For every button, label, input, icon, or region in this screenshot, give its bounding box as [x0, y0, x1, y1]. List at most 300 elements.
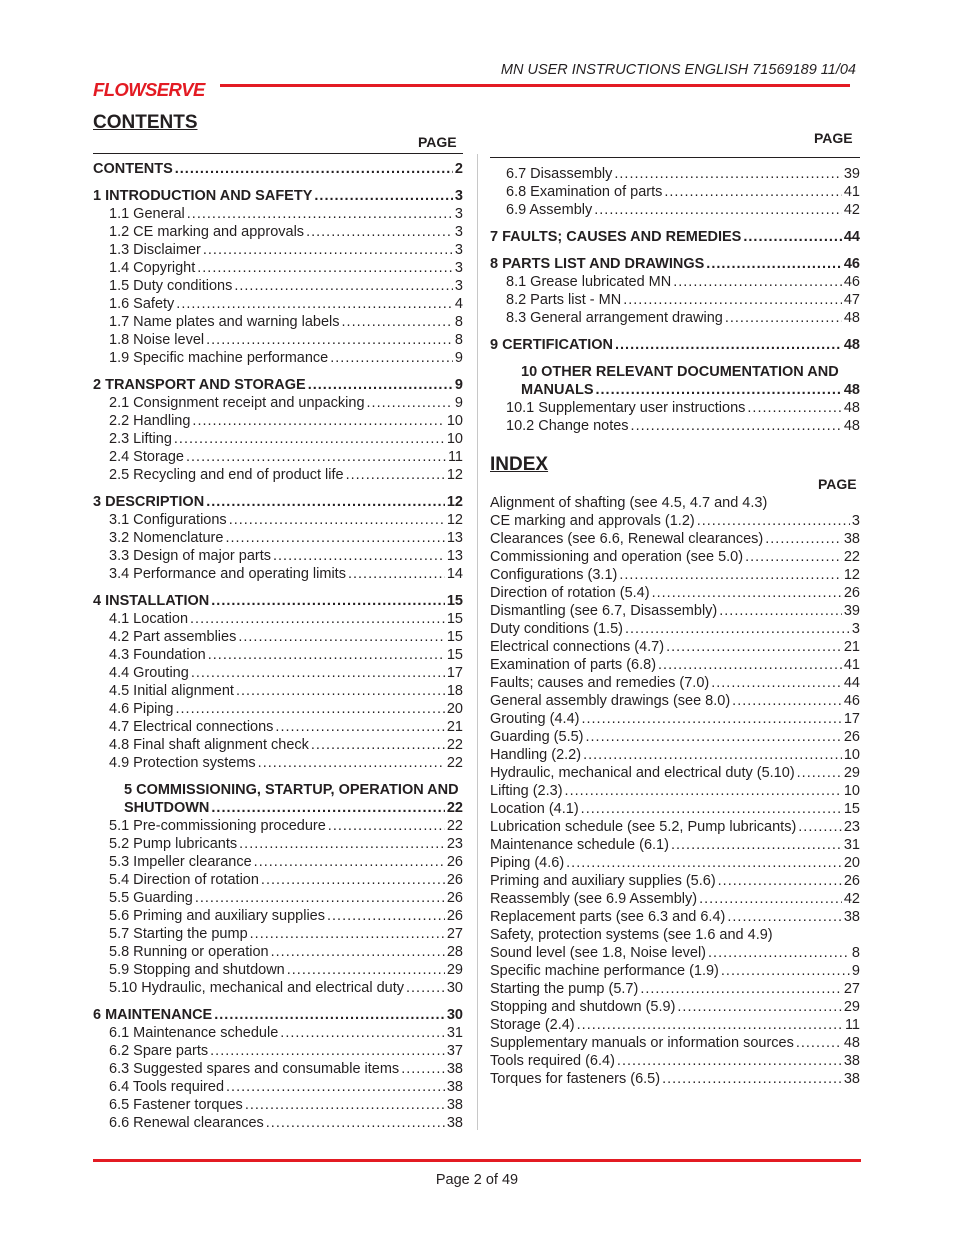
- toc-entry[interactable]: [93, 277, 463, 295]
- page-number: Page 2 of 49: [435, 1172, 519, 1188]
- toc-entry-label: 6.3 Suggested spares and consumable items: [109, 1061, 400, 1077]
- footer-rule: [93, 1159, 861, 1162]
- dot-leader: [342, 313, 453, 331]
- toc-entry-label: 2 TRANSPORT AND STORAGE: [93, 377, 306, 393]
- dot-leader: [666, 638, 842, 656]
- index-entry-label: Storage (2.4): [490, 1017, 575, 1033]
- index-entry-label: Maintenance schedule (6.1): [490, 837, 669, 853]
- toc-entry-label: 5.7 Starting the pump: [109, 926, 248, 942]
- toc-section[interactable]: [93, 187, 463, 205]
- dot-leader: [175, 160, 453, 178]
- toc-entry[interactable]: [93, 664, 463, 682]
- toc-entry[interactable]: [93, 889, 463, 907]
- toc-entry[interactable]: [93, 754, 463, 772]
- index-entry[interactable]: [490, 710, 860, 728]
- toc-entry[interactable]: [93, 1060, 463, 1078]
- toc-entry-page: 14: [446, 566, 463, 582]
- index-entry[interactable]: [490, 1016, 860, 1034]
- toc-entry-page: 8: [454, 332, 463, 348]
- index-entry-page: 20: [843, 855, 860, 871]
- toc-entry[interactable]: [93, 565, 463, 583]
- toc-section-heading: 10 OTHER RELEVANT DOCUMENTATION AND: [521, 364, 839, 380]
- dot-leader: [401, 1060, 445, 1078]
- index-entry-page: 48: [843, 1035, 860, 1051]
- toc-entry[interactable]: [93, 1042, 463, 1060]
- toc-entry-page: 21: [446, 719, 463, 735]
- index-entry-label: Lifting (2.3): [490, 783, 563, 799]
- toc-entry-page: 15: [446, 611, 463, 627]
- index-entry-page: 38: [843, 1071, 860, 1087]
- index-entry-page: 22: [843, 549, 860, 565]
- index-entry-page: 11: [844, 1017, 860, 1033]
- index-entry-label: Guarding (5.5): [490, 729, 584, 745]
- dot-leader: [271, 943, 445, 961]
- toc-entry[interactable]: [93, 295, 463, 313]
- dot-leader: [311, 736, 445, 754]
- toc-entry[interactable]: [93, 682, 463, 700]
- toc-entry-label: 6 MAINTENANCE: [93, 1007, 213, 1023]
- dot-leader: [798, 818, 842, 836]
- index-entry-page: 10: [843, 783, 860, 799]
- index-entry[interactable]: [490, 746, 860, 764]
- dot-leader: [176, 295, 453, 313]
- toc-entry-page: 26: [446, 908, 463, 924]
- dot-leader: [287, 961, 445, 979]
- toc-entry-label: 6.4 Tools required: [109, 1079, 225, 1095]
- dot-leader: [743, 228, 842, 246]
- index-entry-label: Faults; causes and remedies (7.0): [490, 675, 710, 691]
- header-rule: [220, 84, 850, 87]
- spacer: [490, 246, 860, 255]
- toc-entry-label: 5.5 Guarding: [109, 890, 193, 906]
- index-entry-label: Reassembly (see 6.9 Assembly): [490, 891, 698, 907]
- dot-leader: [229, 511, 445, 529]
- dot-leader: [346, 466, 445, 484]
- index-entry[interactable]: [490, 512, 860, 530]
- toc-entry[interactable]: [93, 313, 463, 331]
- toc-entry-label: 5.1 Pre-commissioning procedure: [109, 818, 326, 834]
- toc-entry[interactable]: [93, 448, 463, 466]
- toc-section[interactable]: [490, 336, 860, 354]
- toc-entry-page: 48: [843, 337, 860, 353]
- index-entry-page: 9: [851, 963, 860, 979]
- toc-entry-label: 5.4 Direction of rotation: [109, 872, 259, 888]
- toc-entry[interactable]: [93, 259, 463, 277]
- toc-entry[interactable]: [93, 1024, 463, 1042]
- index-entry-page: 3: [851, 513, 860, 529]
- toc-section[interactable]: [490, 228, 860, 246]
- index-entry-page: 42: [843, 891, 860, 907]
- index-entry[interactable]: [490, 656, 860, 674]
- dot-leader: [245, 1096, 445, 1114]
- toc-section-heading: 5 COMMISSIONING, STARTUP, OPERATION AND: [124, 782, 459, 798]
- index-entry[interactable]: [490, 854, 860, 872]
- index-entry-label: Dismantling (see 6.7, Disassembly): [490, 603, 718, 619]
- toc-entry-page: 15: [446, 647, 463, 663]
- index-entry[interactable]: [490, 908, 860, 926]
- index-entry-label: Handling (2.2): [490, 747, 582, 763]
- toc-section[interactable]: [93, 592, 463, 610]
- index-entry[interactable]: [490, 494, 860, 512]
- toc-entry-page: 22: [446, 737, 463, 753]
- toc-entry-label: 6.6 Renewal clearances: [109, 1115, 264, 1131]
- dot-leader: [623, 291, 842, 309]
- dot-leader: [192, 412, 444, 430]
- toc-entry[interactable]: [490, 183, 860, 201]
- spacer: [93, 997, 463, 1006]
- toc-entry-page: 38: [446, 1061, 463, 1077]
- dot-leader: [565, 782, 842, 800]
- toc-entry-label: MANUALS: [521, 382, 594, 398]
- toc-entry-label: 1.2 CE marking and approvals: [109, 224, 305, 240]
- dot-leader: [765, 530, 842, 548]
- spacer: [93, 484, 463, 493]
- dot-leader: [176, 700, 445, 718]
- index-entry[interactable]: [490, 1034, 860, 1052]
- toc-entry-page: 22: [446, 755, 463, 771]
- toc-entry-page: 3: [454, 242, 463, 258]
- toc-entry-page: 9: [454, 377, 463, 393]
- dot-leader: [662, 1070, 842, 1088]
- index-entry-label: Alignment of shafting (see 4.5, 4.7 and 4.3): [490, 495, 768, 511]
- toc-entry[interactable]: [93, 1096, 463, 1114]
- index-entry[interactable]: [490, 782, 860, 800]
- toc-entry[interactable]: [93, 871, 463, 889]
- dot-leader: [214, 1006, 445, 1024]
- dot-leader: [673, 273, 842, 291]
- index-entry-page: 21: [843, 639, 860, 655]
- toc-entry-label: 4.5 Initial alignment: [109, 683, 234, 699]
- toc-entry-label: 6.9 Assembly: [506, 202, 593, 218]
- toc-entry-label: 5.2 Pump lubricants: [109, 836, 238, 852]
- toc-entry-label: 10.2 Change notes: [506, 418, 629, 434]
- toc-entry-label: 1 INTRODUCTION AND SAFETY: [93, 188, 313, 204]
- document-reference: MN USER INSTRUCTIONS ENGLISH 71569189 11/04: [500, 62, 856, 78]
- toc-entry[interactable]: [490, 201, 860, 219]
- toc-entry[interactable]: [93, 853, 463, 871]
- toc-entry-label: 8.3 General arrangement drawing: [506, 310, 723, 326]
- toc-entry[interactable]: [93, 412, 463, 430]
- index-entry-page: 46: [843, 693, 860, 709]
- toc-entry-label: 4.2 Part assemblies: [109, 629, 237, 645]
- toc-entry-page: 15: [446, 629, 463, 645]
- toc-entry-label: 6.7 Disassembly: [506, 166, 613, 182]
- toc-entry-label: 2.5 Recycling and end of product life: [109, 467, 344, 483]
- dot-leader: [586, 728, 842, 746]
- index-entry-label: Clearances (see 6.6, Renewal clearances): [490, 531, 764, 547]
- dot-leader: [706, 255, 842, 273]
- index-entry-label: Duty conditions (1.5): [490, 621, 623, 637]
- index-entry-page: 29: [843, 765, 860, 781]
- toc-entry-page: 46: [843, 274, 860, 290]
- index-entry[interactable]: [490, 962, 860, 980]
- index-entry-page: 12: [843, 567, 860, 583]
- toc-entry-label: 4 INSTALLATION: [93, 593, 210, 609]
- index-entry[interactable]: [490, 584, 860, 602]
- dot-leader: [211, 799, 444, 817]
- index-entry-page: 41: [843, 657, 860, 673]
- toc-entry-page: 8: [454, 314, 463, 330]
- toc-section[interactable]: [490, 381, 860, 399]
- toc-entry[interactable]: [93, 466, 463, 484]
- toc-entry-label: 1.6 Safety: [109, 296, 175, 312]
- toc-entry-label: 1.5 Duty conditions: [109, 278, 233, 294]
- index-entry-page: 10: [843, 747, 860, 763]
- toc-entry-label: 4.1 Location: [109, 611, 189, 627]
- dot-leader: [258, 754, 445, 772]
- index-entry-page: 26: [843, 585, 860, 601]
- toc-entry[interactable]: [93, 961, 463, 979]
- toc-entry-page: 3: [454, 206, 463, 222]
- toc-left-column: [93, 160, 463, 1132]
- toc-entry[interactable]: [93, 331, 463, 349]
- dot-leader: [273, 547, 445, 565]
- index-entry[interactable]: [490, 944, 860, 962]
- toc-entry-page: 38: [446, 1115, 463, 1131]
- toc-section[interactable]: [490, 255, 860, 273]
- dot-leader: [254, 853, 445, 871]
- toc-entry-label: 6.5 Fastener torques: [109, 1097, 243, 1113]
- toc-entry[interactable]: [93, 925, 463, 943]
- index-entry-page: 15: [843, 801, 860, 817]
- index-entry-page: 44: [843, 675, 860, 691]
- toc-entry[interactable]: [93, 817, 463, 835]
- toc-entry-page: 30: [446, 1007, 463, 1023]
- toc-entry-page: 41: [843, 184, 860, 200]
- toc-entry[interactable]: [93, 529, 463, 547]
- toc-entry-label: 2.2 Handling: [109, 413, 191, 429]
- dot-leader: [596, 381, 842, 399]
- toc-entry[interactable]: [490, 165, 860, 183]
- index-entry[interactable]: [490, 548, 860, 566]
- toc-entry[interactable]: [93, 1078, 463, 1096]
- dot-leader: [617, 1052, 842, 1070]
- toc-entry-label: 5.6 Priming and auxiliary supplies: [109, 908, 325, 924]
- toc-entry-page: 48: [843, 400, 860, 416]
- toc-entry-page: 10: [446, 413, 463, 429]
- dot-leader: [203, 241, 453, 259]
- index-entry-label: Piping (4.6): [490, 855, 565, 871]
- dot-leader: [577, 1016, 843, 1034]
- index-entry[interactable]: [490, 818, 860, 836]
- index-entry[interactable]: [490, 674, 860, 692]
- toc-section[interactable]: [93, 160, 463, 178]
- dot-leader: [640, 980, 842, 998]
- toc-entry-page: 15: [446, 593, 463, 609]
- toc-entry-page: 13: [446, 548, 463, 564]
- index-entry-label: Sound level (see 1.8, Noise level): [490, 945, 707, 961]
- index-entry[interactable]: [490, 998, 860, 1016]
- dot-leader: [727, 908, 842, 926]
- toc-entry-page: 3: [454, 188, 463, 204]
- index-entry[interactable]: [490, 980, 860, 998]
- toc-entry[interactable]: [93, 628, 463, 646]
- index-entry[interactable]: [490, 530, 860, 548]
- toc-entry-label: 5.3 Impeller clearance: [109, 854, 252, 870]
- toc-entry[interactable]: [490, 399, 860, 417]
- index-entry-label: Stopping and shutdown (5.9): [490, 999, 676, 1015]
- index-entry-label: Direction of rotation (5.4): [490, 585, 650, 601]
- toc-entry[interactable]: [93, 700, 463, 718]
- dot-leader: [190, 610, 445, 628]
- toc-entry[interactable]: [93, 907, 463, 925]
- index-title: INDEX: [490, 454, 549, 475]
- index-entry-label: Location (4.1): [490, 801, 579, 817]
- index-entry[interactable]: [490, 1070, 860, 1088]
- toc-entry-page: 13: [446, 530, 463, 546]
- toc-entry-page: 23: [446, 836, 463, 852]
- toc-entry[interactable]: [490, 273, 860, 291]
- toc-entry-label: 4.3 Foundation: [109, 647, 206, 663]
- toc-entry[interactable]: [93, 241, 463, 259]
- toc-entry[interactable]: [93, 736, 463, 754]
- index-entry[interactable]: [490, 764, 860, 782]
- toc-entry[interactable]: [93, 979, 463, 997]
- toc-entry-page: 9: [454, 395, 463, 411]
- toc-entry-label: 1.7 Name plates and warning labels: [109, 314, 340, 330]
- toc-entry-label: 2.3 Lifting: [109, 431, 172, 447]
- divider: [490, 157, 860, 158]
- index-entry-label: Lubrication schedule (see 5.2, Pump lubricants): [490, 819, 797, 835]
- index-entry[interactable]: [490, 692, 860, 710]
- toc-entry-page: 26: [446, 854, 463, 870]
- index-entry[interactable]: [490, 620, 860, 638]
- toc-entry-label: 9 CERTIFICATION: [490, 337, 613, 353]
- toc-entry-label: 2.4 Storage: [109, 449, 184, 465]
- dot-leader: [711, 674, 842, 692]
- dot-leader: [615, 336, 842, 354]
- toc-entry-label: 3.1 Configurations: [109, 512, 227, 528]
- toc-section[interactable]: [93, 1006, 463, 1024]
- dot-leader: [236, 682, 445, 700]
- index-entry-label: CE marking and approvals (1.2): [490, 513, 695, 529]
- dot-leader: [195, 889, 445, 907]
- index-entry[interactable]: [490, 602, 860, 620]
- dot-leader: [732, 692, 842, 710]
- index-entry-page: 39: [843, 603, 860, 619]
- page-column-label-left: PAGE: [418, 134, 457, 150]
- toc-entry[interactable]: [93, 223, 463, 241]
- toc-entry-page: 47: [843, 292, 860, 308]
- toc-entry[interactable]: [490, 417, 860, 435]
- toc-entry-page: 42: [843, 202, 860, 218]
- dot-leader: [406, 979, 445, 997]
- dot-leader: [306, 223, 453, 241]
- toc-entry-page: 17: [446, 665, 463, 681]
- divider: [93, 153, 463, 154]
- toc-entry-label: 1.1 General: [109, 206, 185, 222]
- dot-leader: [664, 183, 841, 201]
- dot-leader: [581, 710, 841, 728]
- dot-leader: [314, 187, 453, 205]
- index-entry-page: 29: [843, 999, 860, 1015]
- toc-entry-page: 12: [446, 512, 463, 528]
- toc-section[interactable]: [93, 376, 463, 394]
- index-entry[interactable]: [490, 638, 860, 656]
- dot-leader: [250, 925, 445, 943]
- toc-entry-label: 4.9 Protection systems: [109, 755, 256, 771]
- dot-leader: [594, 201, 842, 219]
- index-entry[interactable]: [490, 1052, 860, 1070]
- toc-entry[interactable]: [93, 835, 463, 853]
- toc-entry[interactable]: [93, 610, 463, 628]
- toc-entry[interactable]: [93, 349, 463, 367]
- toc-entry[interactable]: [93, 943, 463, 961]
- dot-leader: [225, 529, 444, 547]
- dot-leader: [206, 331, 453, 349]
- dot-leader: [677, 998, 841, 1016]
- dot-leader: [328, 817, 445, 835]
- dot-leader: [280, 1024, 445, 1042]
- dot-leader: [671, 836, 842, 854]
- dot-leader: [174, 430, 445, 448]
- toc-entry[interactable]: [93, 430, 463, 448]
- index-entry-page: 26: [843, 729, 860, 745]
- toc-entry-label: 6.8 Examination of parts: [506, 184, 663, 200]
- toc-entry-page: 11: [447, 449, 463, 465]
- toc-entry[interactable]: [93, 205, 463, 223]
- toc-entry-page: 29: [446, 962, 463, 978]
- toc-entry[interactable]: [93, 547, 463, 565]
- dot-leader: [725, 309, 842, 327]
- dot-leader: [796, 1034, 842, 1052]
- dot-leader: [631, 417, 842, 435]
- index-entry[interactable]: [490, 926, 860, 944]
- spacer: [490, 354, 860, 363]
- toc-entry[interactable]: [490, 309, 860, 327]
- toc-section[interactable]: [93, 799, 463, 817]
- toc-entry-label: 5.9 Stopping and shutdown: [109, 962, 285, 978]
- toc-entry[interactable]: [93, 1114, 463, 1132]
- toc-entry-page: 28: [446, 944, 463, 960]
- dot-leader: [308, 376, 453, 394]
- toc-entry-label: 7 FAULTS; CAUSES AND REMEDIES: [490, 229, 742, 245]
- index-entry-page: 38: [843, 531, 860, 547]
- index-entry[interactable]: [490, 728, 860, 746]
- toc-entry-label: 2.1 Consignment receipt and unpacking: [109, 395, 365, 411]
- index-entry[interactable]: [490, 836, 860, 854]
- dot-leader: [187, 205, 453, 223]
- logo-text: FLOWSERVE: [93, 79, 205, 100]
- dot-leader: [239, 835, 445, 853]
- toc-entry[interactable]: [490, 291, 860, 309]
- toc-entry-page: 12: [446, 494, 463, 510]
- toc-section[interactable]: [93, 493, 463, 511]
- spacer: [490, 327, 860, 336]
- index-entry[interactable]: [490, 872, 860, 890]
- toc-entry[interactable]: [93, 394, 463, 412]
- toc-entry-page: 46: [843, 256, 860, 272]
- toc-entry-label: 8 PARTS LIST AND DRAWINGS: [490, 256, 705, 272]
- index-entry[interactable]: [490, 566, 860, 584]
- index-entry-label: Safety, protection systems (see 1.6 and 4.9): [490, 927, 773, 943]
- index-list: [490, 494, 860, 1088]
- toc-entry[interactable]: [93, 511, 463, 529]
- dot-leader: [330, 349, 453, 367]
- toc-entry-label: 8.1 Grease lubricated MN: [506, 274, 672, 290]
- index-entry[interactable]: [490, 800, 860, 818]
- toc-entry-page: 18: [446, 683, 463, 699]
- dot-leader: [614, 165, 841, 183]
- index-entry-page: 27: [843, 981, 860, 997]
- toc-entry[interactable]: [93, 646, 463, 664]
- toc-entry-page: 26: [446, 890, 463, 906]
- toc-entry-label: 4.8 Final shaft alignment check: [109, 737, 309, 753]
- toc-entry-label: 1.4 Copyright: [109, 260, 196, 276]
- toc-entry[interactable]: [93, 718, 463, 736]
- index-entry[interactable]: [490, 890, 860, 908]
- toc-entry-page: 37: [446, 1043, 463, 1059]
